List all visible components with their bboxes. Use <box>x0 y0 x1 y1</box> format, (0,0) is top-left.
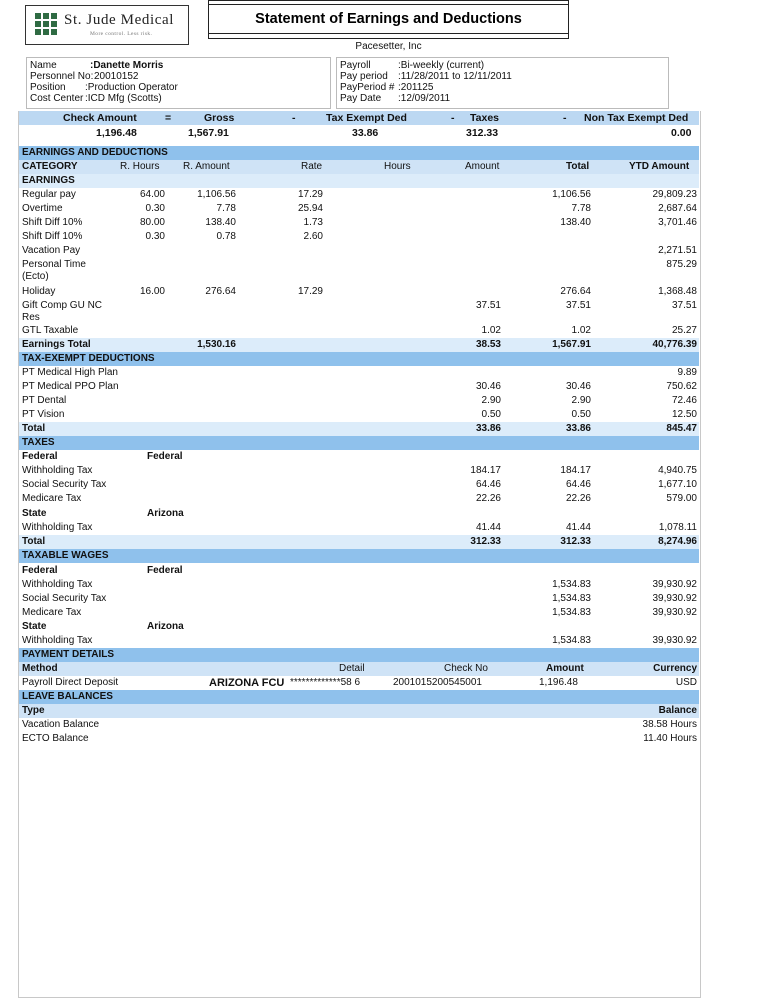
row-ytd: 1,078.11 <box>658 522 697 533</box>
minus-sign: - <box>563 112 567 124</box>
table-row <box>19 188 699 202</box>
row-r-hours: 64.00 <box>139 189 165 200</box>
payment-column-header <box>19 662 699 676</box>
row-total: 1,106.56 <box>552 189 591 200</box>
leave-balance: 38.58 Hours <box>642 719 697 730</box>
check-number: 2001015200545001 <box>393 677 482 688</box>
row-category: Vacation Pay <box>22 245 81 256</box>
jurisdiction-name: Federal <box>147 451 183 462</box>
row-total: 2.90 <box>571 395 591 406</box>
col-category: CATEGORY <box>22 161 78 172</box>
earnings-column-header <box>19 160 699 174</box>
table-row <box>19 216 699 230</box>
row-r-hours: 16.00 <box>139 286 165 297</box>
col-amount: Amount <box>465 161 500 172</box>
total-ytd: 845.47 <box>666 423 697 434</box>
payment-row <box>19 676 699 690</box>
logo-brand-text: St. Jude Medical <box>64 12 175 28</box>
row-r-hours: 0.30 <box>145 231 165 242</box>
col-balance: Balance <box>658 705 697 716</box>
col-ytd-amount: YTD Amount <box>629 161 690 172</box>
row-total: 1,534.83 <box>552 593 591 604</box>
table-row <box>19 521 699 535</box>
bank-name: ARIZONA FCU <box>209 677 285 689</box>
row-total: 184.17 <box>560 465 591 476</box>
total-label: Total <box>22 423 46 434</box>
tax-exempt-header: Tax Exempt Ded <box>326 112 407 124</box>
leave-balance: 11.40 Hours <box>643 733 697 744</box>
col-method: Method <box>22 663 58 674</box>
summary-header <box>19 111 699 125</box>
row-ytd: 37.51 <box>671 300 697 311</box>
row-category: Shift Diff 10% <box>22 231 83 242</box>
row-r-hours: 80.00 <box>139 217 165 228</box>
col-total: Total <box>566 161 590 172</box>
payroll-info-panel <box>336 57 669 109</box>
tax-exempt-value: 33.86 <box>352 127 379 139</box>
payroll-value: :Bi-weekly (current) <box>398 60 485 71</box>
row-category: Withholding Tax <box>22 465 93 476</box>
taxes-state-row <box>19 507 699 521</box>
row-ytd: 875.29 <box>666 259 697 270</box>
row-total: 0.50 <box>571 409 591 420</box>
row-ytd: 39,930.92 <box>652 607 697 618</box>
row-amount: 1.02 <box>481 325 501 336</box>
company-logo <box>25 5 189 45</box>
earnings-total-row <box>19 338 699 352</box>
total-total: 312.33 <box>560 536 591 547</box>
table-row <box>19 380 699 394</box>
row-total: 22.26 <box>565 493 591 504</box>
table-row <box>19 478 699 492</box>
col-hours: Hours <box>384 161 411 172</box>
account-number: *************58 6 <box>290 677 361 688</box>
row-category: PT Dental <box>22 395 67 406</box>
row-ytd: 72.46 <box>671 395 697 406</box>
section-title: EARNINGS AND DEDUCTIONS <box>22 147 168 158</box>
row-ytd: 1,368.48 <box>658 286 697 297</box>
row-category: Withholding Tax <box>22 522 93 533</box>
pay-period-number-label: PayPeriod # <box>340 82 395 93</box>
row-total: 37.51 <box>565 300 591 311</box>
col-detail: Detail <box>339 663 365 674</box>
payment-currency: USD <box>675 677 697 688</box>
name-label: Name <box>30 60 57 71</box>
row-category: Shift Diff 10% <box>22 217 83 228</box>
section-title: LEAVE BALANCES <box>22 691 113 702</box>
row-total: 41.44 <box>565 522 591 533</box>
minus-sign: - <box>451 112 455 124</box>
row-total: 276.64 <box>560 286 591 297</box>
taxes-section <box>19 436 699 450</box>
row-amount: 184.17 <box>470 465 501 476</box>
leave-balances-section <box>19 690 699 704</box>
tax-exempt-section <box>19 352 699 366</box>
row-total: 30.46 <box>565 381 591 392</box>
subheader-label: EARNINGS <box>22 175 75 186</box>
total-ytd: 40,776.39 <box>652 339 697 350</box>
pay-period-label: Pay period <box>340 71 388 82</box>
row-category: GTL Taxable <box>22 325 79 336</box>
col-amount: Amount <box>546 663 584 674</box>
row-rate: 25.94 <box>297 203 323 214</box>
cost-center-label: Cost Center <box>30 93 84 104</box>
row-amount: 2.90 <box>481 395 501 406</box>
row-category: Personal Time (Ecto) <box>22 259 86 282</box>
row-amount: 0.50 <box>481 409 501 420</box>
table-row <box>19 492 699 506</box>
total-total: 1,567.91 <box>552 339 591 350</box>
cost-center-value: :ICD Mfg (Scotts) <box>85 93 162 104</box>
table-row <box>19 230 699 244</box>
employee-name: :Danette Morris <box>90 60 164 71</box>
table-row <box>19 592 699 606</box>
row-ytd: 39,930.92 <box>652 593 697 604</box>
summary-values <box>19 125 699 141</box>
non-tax-exempt-value: 0.00 <box>671 127 692 139</box>
taxes-federal-row <box>19 450 699 464</box>
jurisdiction-label: State <box>22 508 47 519</box>
leave-type: ECTO Balance <box>22 733 89 744</box>
non-tax-exempt-header: Non Tax Exempt Ded <box>584 112 689 124</box>
section-title: TAXABLE WAGES <box>22 550 109 561</box>
payment-method: Payroll Direct Deposit <box>22 677 119 688</box>
taxes-total-row <box>19 535 699 549</box>
table-row <box>19 578 699 592</box>
row-category: Holiday <box>22 286 56 297</box>
row-category: Social Security Tax <box>22 479 107 490</box>
jurisdiction-name: Arizona <box>147 621 184 632</box>
total-ytd: 8,274.96 <box>658 536 697 547</box>
row-category: Regular pay <box>22 189 76 200</box>
row-amount: 64.46 <box>475 479 501 490</box>
row-ytd: 25.27 <box>671 325 697 336</box>
table-row <box>19 299 699 323</box>
pay-date-value: :12/09/2011 <box>398 93 451 104</box>
row-r-amount: 7.78 <box>216 203 236 214</box>
table-row <box>19 464 699 478</box>
position-value: :Production Operator <box>85 82 178 93</box>
personnel-number: 20010152 <box>94 71 139 82</box>
row-category: PT Medical PPO Plan <box>22 381 119 392</box>
row-total: 1,534.83 <box>552 579 591 590</box>
wages-federal-row <box>19 564 699 578</box>
row-amount: 41.44 <box>475 522 501 533</box>
jurisdiction-name: Federal <box>147 565 183 576</box>
row-total: 64.46 <box>565 479 591 490</box>
table-row <box>19 394 699 408</box>
check-amount-value: 1,196.48 <box>96 127 137 139</box>
personnel-label: Personnel No: <box>30 71 94 82</box>
check-amount-header: Check Amount <box>63 112 137 124</box>
row-total: 7.78 <box>571 203 591 214</box>
employee-info-panel <box>26 57 331 109</box>
jurisdiction-label: Federal <box>22 451 58 462</box>
pay-period-number: :201125 <box>398 82 434 93</box>
table-row <box>19 408 699 422</box>
row-category: Medicare Tax <box>22 493 82 504</box>
row-category: PT Medical High Plan <box>22 367 118 378</box>
row-r-amount: 138.40 <box>205 217 236 228</box>
col-type: Type <box>22 705 45 716</box>
row-r-amount: 1,106.56 <box>197 189 236 200</box>
row-amount: 30.46 <box>475 381 501 392</box>
total-label: Earnings Total <box>22 339 91 350</box>
company-name: Pacesetter, Inc <box>355 41 422 52</box>
table-row <box>19 634 699 648</box>
minus-sign: - <box>292 112 296 124</box>
row-category: Withholding Tax <box>22 579 93 590</box>
row-amount: 22.26 <box>475 493 501 504</box>
taxes-header: Taxes <box>470 112 499 124</box>
earnings-deductions-section <box>19 146 699 160</box>
row-ytd: 39,930.92 <box>652 579 697 590</box>
earnings-subheader <box>19 174 699 188</box>
payment-details-section <box>19 648 699 662</box>
row-category: Gift Comp GU NC Res <box>22 300 103 323</box>
row-ytd: 2,271.51 <box>658 245 697 256</box>
row-r-amount: 276.64 <box>205 286 236 297</box>
row-ytd: 1,677.10 <box>658 479 697 490</box>
gross-header: Gross <box>204 112 235 124</box>
logo-tagline: More control. Less risk. <box>90 31 153 37</box>
table-row <box>19 285 699 299</box>
col-currency: Currency <box>653 663 697 674</box>
col-check-no: Check No <box>444 663 488 674</box>
row-rate: 17.29 <box>297 189 323 200</box>
row-ytd: 750.62 <box>666 381 697 392</box>
payment-amount: 1,196.48 <box>539 677 578 688</box>
table-row <box>19 258 699 284</box>
pay-period-value: :11/28/2011 to 12/11/2011 <box>398 71 512 82</box>
col-rate: Rate <box>301 161 323 172</box>
row-category: Social Security Tax <box>22 593 107 604</box>
row-r-hours: 0.30 <box>145 203 165 214</box>
section-title: TAX-EXEMPT DEDUCTIONS <box>22 353 155 364</box>
row-r-amount: 0.78 <box>216 231 236 242</box>
row-total: 1,534.83 <box>552 635 591 646</box>
row-category: Overtime <box>22 203 63 214</box>
row-category: Medicare Tax <box>22 607 82 618</box>
table-row <box>19 732 699 746</box>
row-ytd: 4,940.75 <box>658 465 697 476</box>
row-ytd: 39,930.92 <box>652 635 697 646</box>
row-category: Withholding Tax <box>22 635 93 646</box>
section-title: PAYMENT DETAILS <box>22 649 115 660</box>
row-ytd: 29,809.23 <box>652 189 697 200</box>
row-total: 1,534.83 <box>552 607 591 618</box>
row-ytd: 9.89 <box>677 367 697 378</box>
gross-value: 1,567.91 <box>188 127 229 139</box>
row-rate: 2.60 <box>303 231 323 242</box>
taxes-value: 312.33 <box>466 127 499 139</box>
row-rate: 17.29 <box>297 286 323 297</box>
row-category: PT Vision <box>22 409 65 420</box>
table-row <box>19 606 699 620</box>
row-total: 138.40 <box>560 217 591 228</box>
total-label: Total <box>22 536 46 547</box>
wages-state-row <box>19 620 699 634</box>
total-amount: 38.53 <box>475 339 501 350</box>
row-ytd: 3,701.46 <box>658 217 697 228</box>
table-row <box>19 718 699 732</box>
jurisdiction-name: Arizona <box>147 508 184 519</box>
leave-column-header <box>19 704 699 718</box>
section-title: TAXES <box>22 437 55 448</box>
tax-exempt-total-row <box>19 422 699 436</box>
table-row <box>19 366 699 380</box>
table-row <box>19 244 699 258</box>
logo-grid-icon <box>35 13 57 35</box>
jurisdiction-label: State <box>22 621 47 632</box>
col-r-hours: R. Hours <box>120 161 160 172</box>
total-total: 33.86 <box>565 423 591 434</box>
row-total: 1.02 <box>571 325 591 336</box>
jurisdiction-label: Federal <box>22 565 58 576</box>
row-ytd: 2,687.64 <box>658 203 697 214</box>
equals-sign: = <box>165 112 172 124</box>
pay-date-label: Pay Date <box>340 93 382 104</box>
total-r-amount: 1,530.16 <box>197 339 236 350</box>
table-row <box>19 324 699 338</box>
table-row <box>19 202 699 216</box>
row-rate: 1.73 <box>303 217 323 228</box>
col-r-amount: R. Amount <box>183 161 230 172</box>
row-amount: 37.51 <box>475 300 501 311</box>
position-label: Position <box>30 82 66 93</box>
total-amount: 312.33 <box>470 536 501 547</box>
page-title: Statement of Earnings and Deductions <box>255 11 522 27</box>
row-ytd: 579.00 <box>666 493 697 504</box>
total-amount: 33.86 <box>475 423 501 434</box>
payroll-label: Payroll <box>340 60 371 71</box>
taxable-wages-section <box>19 549 699 563</box>
row-ytd: 12.50 <box>671 409 697 420</box>
leave-type: Vacation Balance <box>22 719 100 730</box>
